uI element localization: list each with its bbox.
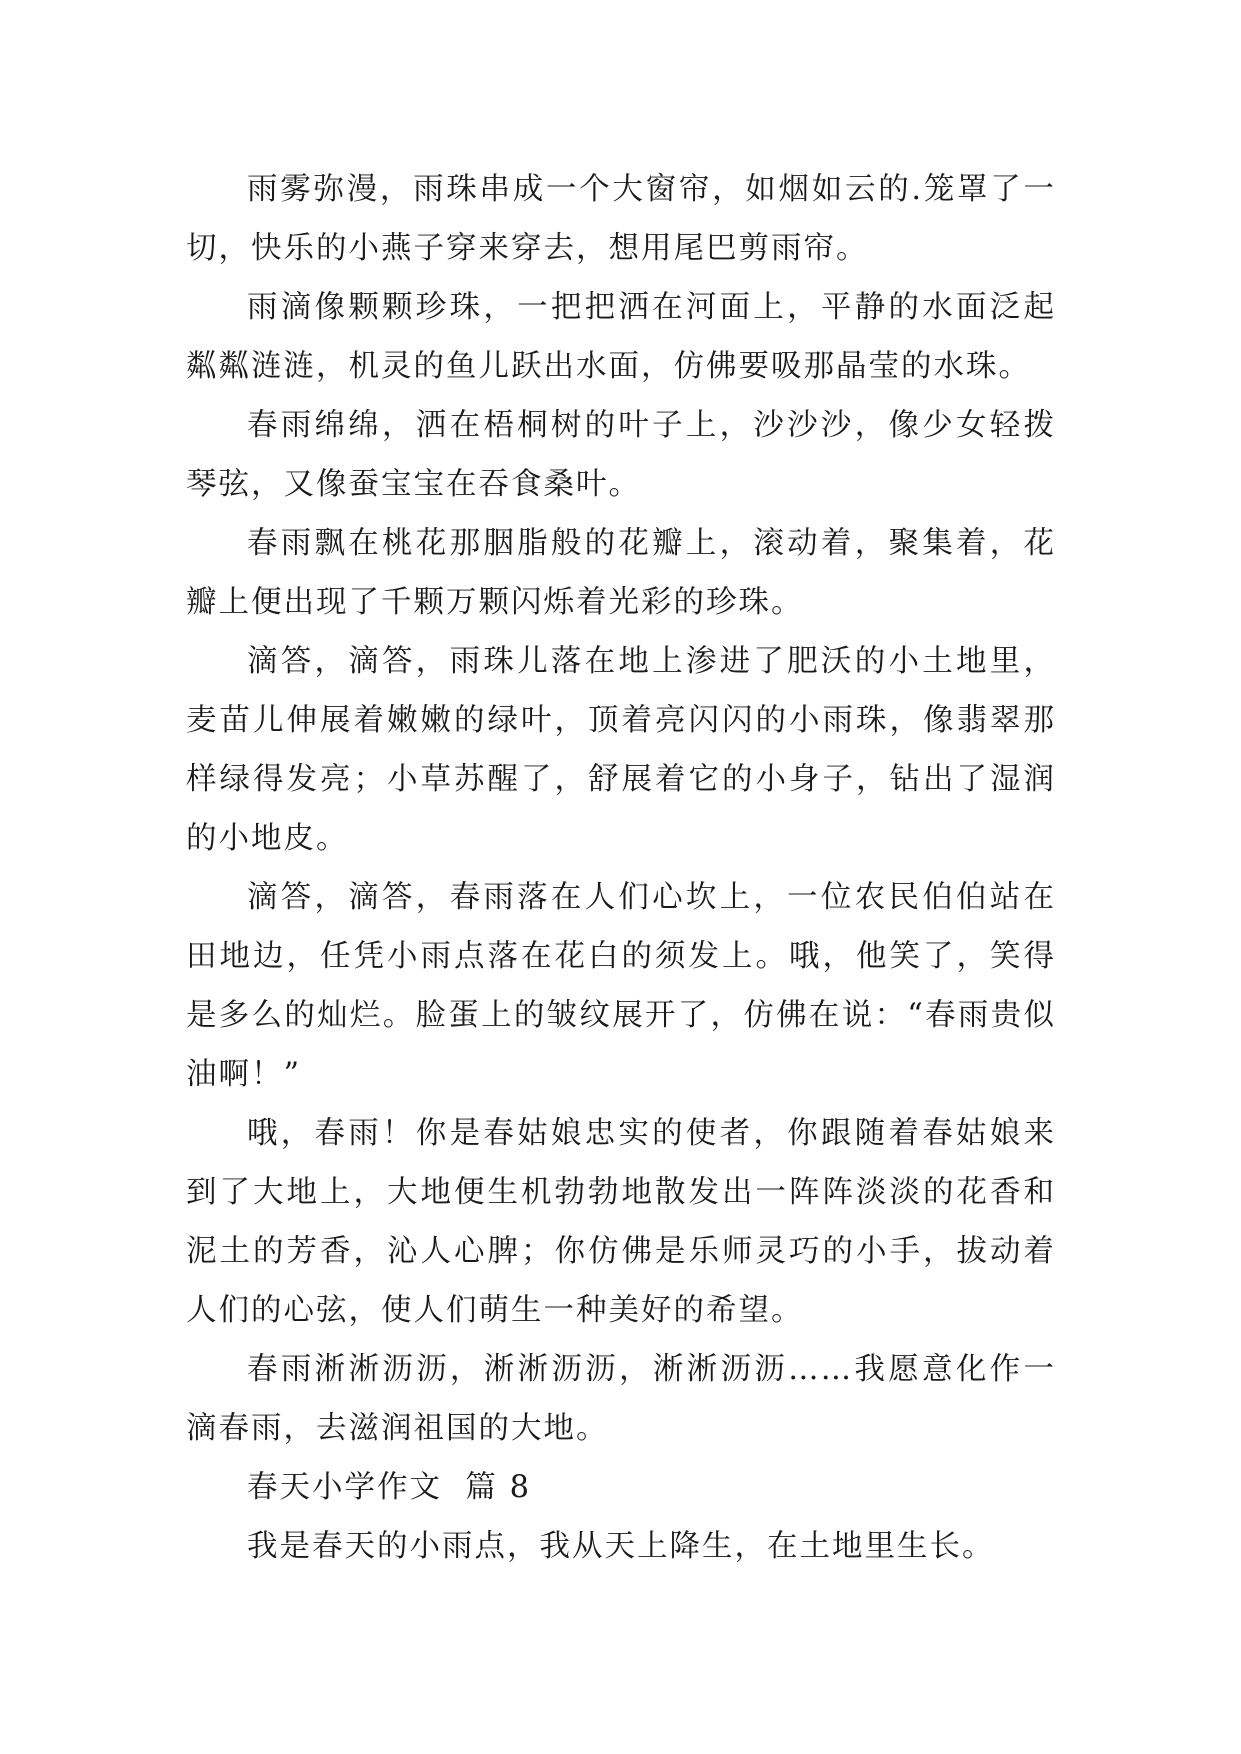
paragraph-wheat-seedlings: 滴答，滴答，雨珠儿落在地上渗进了肥沃的小土地里，麦苗儿伸展着嫩嫩的绿叶，顶着亮闪闪的小雨珠，像翡翠那样绿得发亮；小草苏醒了，舒展着它的小身子，钻出了湿润的小地皮。 [186, 644, 1056, 856]
paragraph-wutong-leaves: 春雨绵绵，洒在梧桐树的叶子上，沙沙沙，像少女轻拨琴弦，又像蚕宝宝在吞食桑叶。 [186, 408, 1056, 502]
paragraph-peach-petals: 春雨飘在桃花那胭脂般的花瓣上，滚动着，聚集着，花瓣上便出现了千颗万颗闪烁着光彩的珍珠。 [186, 526, 1056, 620]
paragraph-little-raindrop: 我是春天的小雨点，我从天上降生，在土地里生长。 [247, 1529, 995, 1564]
paragraph-rain-curtain: 雨雾弥漫，雨珠串成一个大窗帘，如烟如云的.笼罩了一切，快乐的小燕子穿来穿去，想用尾巴剪雨帘。 [186, 172, 1056, 266]
paragraph-rain-pearls: 雨滴像颗颗珍珠，一把把洒在河面上，平静的水面泛起粼粼涟涟，机灵的鱼儿跃出水面，仿佛要吸那晶莹的水珠。 [186, 290, 1056, 384]
section-heading: 春天小学作文 篇 8 [247, 1470, 531, 1505]
essay-body [186, 160, 1056, 1576]
paragraph-drizzle: 春雨淅淅沥沥，淅淅沥沥，淅淅沥沥……我愿意化作一滴春雨，去滋润祖国的大地。 [186, 1352, 1056, 1446]
paragraph-spring-messenger: 哦，春雨！你是春姑娘忠实的使者，你跟随着春姑娘来到了大地上，大地便生机勃勃地散发出一阵阵淡淡的花香和泥土的芳香，沁人心脾；你仿佛是乐师灵巧的小手，拔动着人们的心弦，使人们萌生一种美好的希望。 [186, 1116, 1056, 1328]
paragraph-farmer: 滴答，滴答，春雨落在人们心坎上，一位农民伯伯站在田地边，任凭小雨点落在花白的须发上。哦，他笑了，笑得是多么的灿烂。脸蛋上的皱纹展开了，仿佛在说：“春雨贵似油啊！” [186, 880, 1056, 1092]
